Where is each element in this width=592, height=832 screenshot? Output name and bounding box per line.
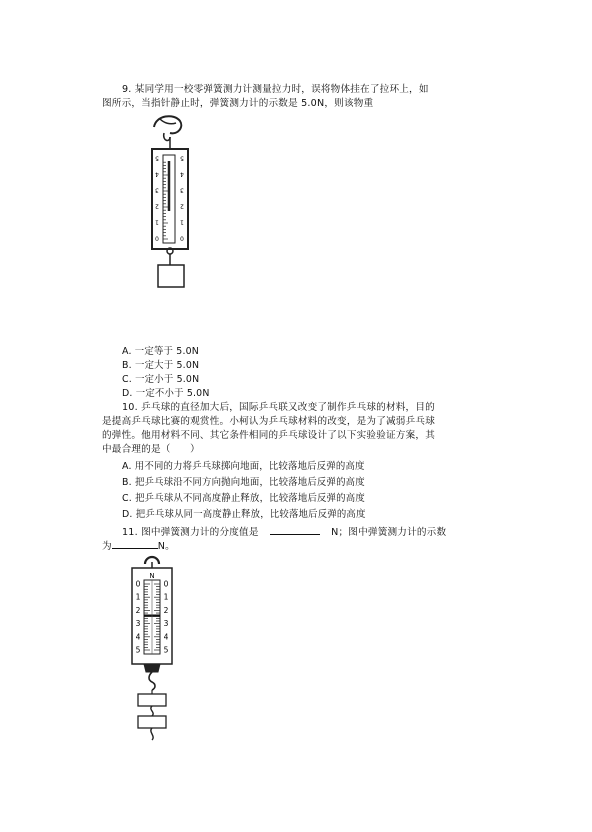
q10-option-b: B. 把乒乓球沿不同方向抛向地面，比较落地后反弹的高度 (122, 477, 365, 488)
q11-stem-part1: 11. 图中弹簧测力计的分度值是 (122, 527, 259, 538)
q11-scale-label-left: 2 (135, 605, 141, 615)
q9-scale-label: 3 (155, 186, 159, 194)
q11-scale-label-right: 1 (163, 592, 169, 602)
q11-scale-label-right: 2 (163, 605, 169, 615)
q11-scale-label-right: 4 (163, 632, 169, 642)
q11-scale-label-left: 3 (135, 619, 141, 629)
q9-scale-label-right: 4 (180, 170, 184, 178)
q11-stem-part2: N；图中弹簧测力计的示数 (331, 527, 447, 538)
q11-blank-division[interactable] (270, 524, 320, 535)
q9-option-a: A. 一定等于 5.0N (122, 346, 200, 357)
q11-figure (128, 554, 176, 746)
q11-scale-label-left: 4 (135, 632, 141, 642)
q11-blank-reading[interactable] (112, 538, 158, 549)
q9-scale-label-right: 2 (180, 202, 184, 210)
q9-scale-label: 4 (155, 170, 159, 178)
q11-stem-line2 (102, 538, 175, 553)
q9-scale-label: 1 (155, 218, 159, 226)
q10-option-c: C. 把乒乓球从不同高度静止释放，比较落地后反弹的高度 (122, 493, 365, 504)
q9-scale-label-right: 1 (180, 218, 184, 226)
q11-scale-label-right: 5 (163, 645, 169, 655)
q9-option-b: B. 一定大于 5.0N (122, 360, 200, 371)
q10-option-d: D. 把乒乓球从同一高度静止释放，比较落地后反弹的高度 (122, 509, 366, 520)
q9-scale-label-right: 5 (180, 154, 184, 162)
q11-scale-label-right: 0 (163, 579, 169, 589)
q10-stem-line2: 是提高乒乓球比赛的观赏性。小柯认为乒乓球材料的改变，是为了减弱乒乓球 (102, 416, 435, 427)
q11-unit-label: N (149, 572, 155, 580)
q9-scale-label: 2 (155, 202, 159, 210)
q9-stem-line2: 图所示，当指针静止时，弹簧测力计的示数是 5.0N，则该物重 (102, 98, 374, 109)
q11-scale-label-left: 0 (135, 579, 141, 589)
q10-stem-line4: 中最合理的是（ ） (102, 444, 200, 455)
q9-option-c: C. 一定小于 5.0N (122, 374, 200, 385)
q11-stem-part4: N。 (157, 541, 175, 552)
q11-stem-line1 (122, 524, 446, 539)
q9-scale-label-right: 3 (180, 186, 184, 194)
q11-scale-label-left: 5 (135, 645, 141, 655)
q11-stem-part3: 为 (102, 541, 112, 552)
q9-scale-label: 0 (155, 234, 159, 242)
q10-stem-line1: 10. 乒乓球的直径加大后，国际乒乓联又改变了制作乒乓球的材料，目的 (122, 402, 435, 413)
q10-option-a: A. 用不同的力将乒乓球掷向地面，比较落地后反弹的高度 (122, 461, 365, 472)
q9-scale-label: 5 (155, 154, 159, 162)
q9-option-d: D. 一定不小于 5.0N (122, 388, 210, 399)
q11-scale-label-left: 1 (135, 592, 141, 602)
q9-figure (140, 113, 200, 293)
q9-scale-label-right: 0 (180, 234, 184, 242)
q11-scale-label-right: 3 (163, 619, 169, 629)
q10-stem-line3: 的弹性。他用材料不同、其它条件相同的乒乓球设计了以下实验验证方案，其 (102, 430, 435, 441)
q9-stem-line1: 9. 某同学用一校零弹簧测力计测量拉力时，误将物体挂在了拉环上，如 (122, 84, 429, 95)
